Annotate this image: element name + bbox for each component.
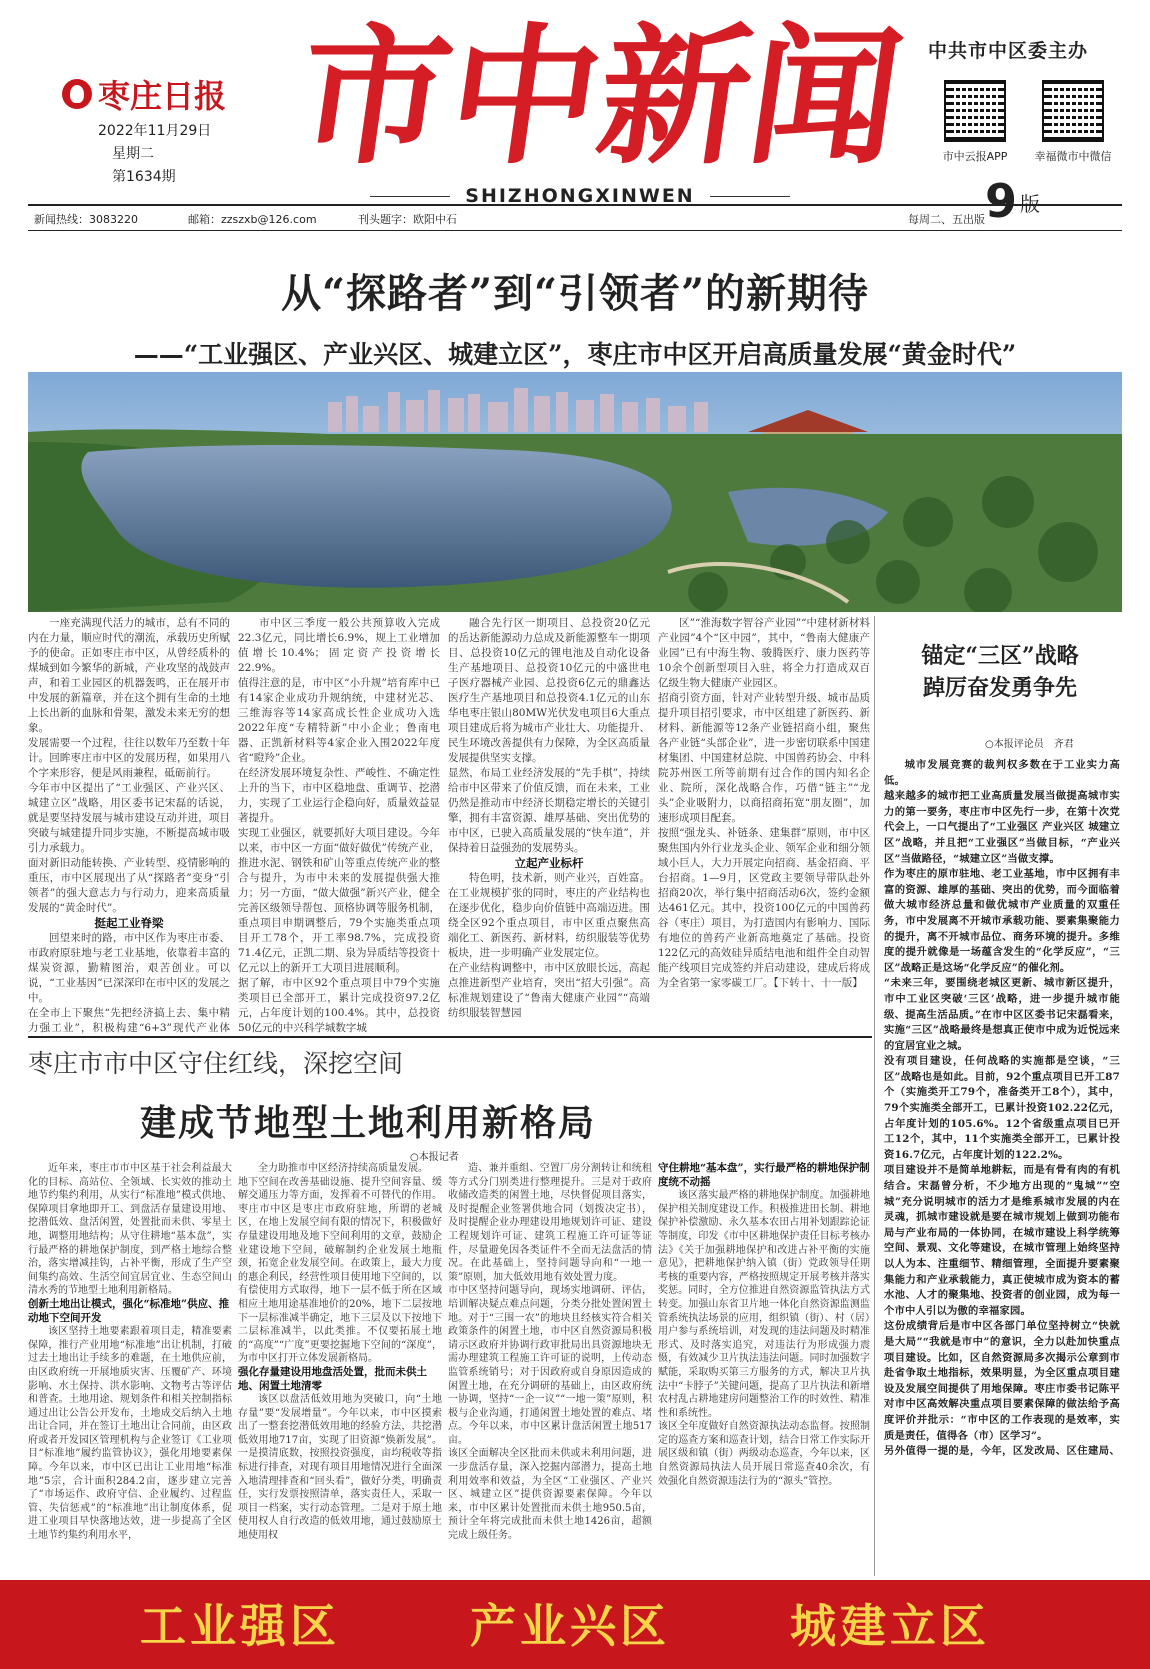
publish-schedule: 每周二、五出版 (908, 213, 985, 226)
logo-icon (62, 79, 92, 109)
lead-column-1b-text: 回望来时的路，市中区作为枣庄市委、市政府原驻地与老工业基地，依靠着丰富的煤炭资源，勤精图治，艰苦创业。可以说，“工业基因”已深深印在市中区的发展之中。 在全市上下聚焦“先把经济搞上去、集中精力强工业”，积极构建“6+3”现代产业体 (28, 932, 230, 1034)
qr-caption-app: 市中云报APP (942, 150, 1008, 163)
story2-column-2-text: 全力助推市中区经济持续高质量发展。 地下空间在改善基础设施、提升空间容量、缓解交通压力等方面，发挥着不可替代的作用。枣庄市中区是枣庄市政府驻地，所谓的老城区，在地上发展空间有限的情况下，积极做好存量建设用地及地下空间利用的文章，鼓励企业建设地下空间，破解制约企业发展土地瓶颈，拓宽企业发展空间。在政策上，最大力度的惠企利民，经营性项目使用地下空间的，以有偿使用方式取得，地下一层不低于所在区域相应土地用途基准地价的20%，地下二层按地下一层标准减半确定，地下三层及以下按地下二层标准减半，以此类推。不仅要拓展土地的“高度”“广度”更要挖掘地下空间的“深度”，为市中区打开立体发展新格局。 (238, 1163, 442, 1365)
commentary-title-line1: 锚定“三区”战略 (921, 643, 1079, 669)
column-divider (874, 616, 875, 1576)
qr-code-app-icon[interactable] (944, 80, 1006, 142)
story2-column-1 (28, 1162, 232, 1576)
lakeside-city-photo (28, 372, 1122, 612)
story2-column-2 (238, 1162, 442, 1576)
page-number: 9 (985, 174, 1018, 228)
lead-column-2-text: 市中区三季度一般公共预算收入完成22.3亿元，同比增长6.9%，规上工业增加值增长10.4%；固定资产投资增长22.9%。 值得注意的是，市中区“小升规”培育库中已有14家企业成功升规纳统，中建材光芯、三维海容等14家高成长性企业成功入选2022年度“专精特新”中小企业；鲁南电器、正凯新材料等4家企业入围2022年度省“瞪羚”企业。 在经济发展环境复杂性、严峻性、不确定性上升的当下，市中区稳地盘、重调节、挖潜力，实现了工业运行企稳向好，质量效益显著提升。 实现工业强区，就要抓好大项目建设。今年以来，市中区一方面“做好做优”传统产业，推进水泥、钢铁和矿山等重点传统产业的整合与提升，为市中未来的发展提供强大推力；另一方面，“做大做强”新兴产业，健全完善区级领导帮包、顶格协调等服务机制，重点项目申期调整后，79个实施类重点项目开工78个，开工率98.7%，完成投资71.4亿元，正凯二期、泉为异质结等投资十亿元以上的新开工大项目进展顺利。 据了解，市中区92个重点项目中79个实施类项目已全部开工，累计完成投资97.2亿元，占年度计划的100.4%。其中，总投资50亿元的中兴科学城数字城 (238, 617, 440, 1034)
story2-column-1-text: 近年来，枣庄市市中区基于社会利益最大化的目标、高站位、全领域、长实效的推动土地节约集约利用，从实行“标准地”模式供地、保障项目拿地即开工、到盘活存量建设用地、挖潜低效、盘活闲置，处置批而未供、零星土地，调整用地结构；从守住耕地“基本盘”，实行最严格的耕地保护制度，到严格土地综合整治，落实增减挂钩，占补平衡，形成了生产空间集约高效、生活空间宜居宜业、生态空间山清水秀的节地型土地利用新格局。 (28, 1163, 232, 1297)
lead-subhead-benchmark: 立起产业标杆 (514, 856, 584, 870)
issue-weekday: 星期二 (112, 146, 154, 162)
lead-headline: 从“探路者”到“引领者”的新期待 (280, 270, 870, 317)
issue-number: 第1634期 (112, 169, 176, 185)
slogan-sector: 产业兴区 (470, 1599, 670, 1653)
qr-caption-wechat: 幸福微市中微信 (1034, 150, 1112, 163)
hotline: 新闻热线：3083220 (34, 213, 138, 226)
paper-title-en: SHIZHONGXINWEN (380, 185, 780, 207)
story2-subhead-land: 创新土地出让模式，强化“标准地”供应、推动地下空间开发 (28, 1297, 230, 1324)
calligraphy-credit: 刊头题字：欧阳中石 (358, 213, 457, 226)
lead-column-2 (238, 616, 440, 1034)
email[interactable]: 邮箱：zzszxb@126.com (188, 213, 317, 226)
lead-photo (28, 372, 1122, 612)
slogan-industry: 工业强区 (140, 1599, 340, 1653)
commentary-text: 城市发展竞赛的裁判权多数在于工业实力高低。 越来越多的城市把工业高质量发展当做提高城市实力的第一要务，枣庄市中区先行一步，在第十次党代会上，一口气提出了“工业强区 产业兴区 城建立区”战略，并且把“工业强区”当做目标，“产业兴区”当做路径，“城建立区”当做支撑。 作为枣庄的原市驻地、老工业基地，市中区拥有丰富的资源、雄厚的基础、突出的优势，而今面临着做大城市经济总量和做优城市产业质量的双重任务，市中发展离不开城市承载功能、要素集聚能力的提升，离不开城市品位、商务环境的提升。多维度的提升就像是一场蕴含发生的“化学反应”，“三区”战略正是这场“化学反应”的催化剂。 “未来三年，要围绕老城区更新、城市新区提升，市中工业区突破‘三区’战略，进一步提升城市能级、提高生活品质。”在市中区区委书记宋磊看来，实施“三区”战略最终是想真正使市中成为近悦远来的宜居宜业之城。 没有项目建设，任何战略的实施都是空谈，“三区”战略也是如此。目前，92个重点项目已开工87个（实施类开工79个，准备类开工8个），其中，79个实施类全部开工，已累计投资102.22亿元，占年度计划的105.6%。12个省级重点项目已开工12个，其中，11个实施类全部开工，已累计投资16.7亿元，占年度计划的122.2%。 项目建设并不是简单地耕耘，而是有骨有肉的有机结合。宋磊曾分析，不少地方出现的“鬼城”“空城”充分说明城市的活力才是维系城市发展的内在灵魂，抓城市建设就是要在城市规划上做到功能布局与产业布局的一体协同，在城市建设上科学统筹空间、景观、文化等建设，在城市管理上始终坚持以人为本、注重细节、精细管理，全面提升要素聚集能力和产业承载能力，真正使城市成为资本的蓄水池、人才的聚集地、投资者的创业园，成为每一个市中人引以为傲的幸福家园。 这份成绩背后是市中区各部门单位坚持树立“快就是大局”“我就是市中”的意识，全力以赴加快重点项目建设。比如，区自然资源局多次揭示公章到市赴省争取土地指标，效果明显，为全区重点项目建设及发展空间提供了用地保障。枣庄市委书记陈平对市中区高效解决重点项目要素保障的做法给予高度评价并批示：“市中区的工作表现的是效率，实质是责任，值得各（市）区学习”。 另外值得一提的是，今年，区发改局、区住建局、 (884, 759, 1120, 1458)
story2-column-3-text: 造、兼并重组、空置厂房分割转让和统租等方式分门别类进行整理提升。三是对于政府收储改造类的闲置土地，尽快督促项目落实，及时提醒企业签署供地合同（划拨决定书），及时提醒企业办理建设用地规划许可证、建设工程规划许可证、建筑工程施工许可证等证件，尽量避免因各类证件不全而无法盘活的情况。在此基础上，坚持问题导向和“一地一策”原则，加大低效用地有效处置力度。 市中区坚持问题导向，现场实地调研、评估，培训解决疑点难点问题，分类分批处置闲置土地。对于“三围一农”的地块且经核实符合相关政策条件的闲置土地，市中区自然资源局积极请示区政府并协调行政审批局出具资源地块无需办理建筑工程施工许可证的说明，上传动态监管系统销号；对于因政府或自身原因造成的闲置土地，在充分调研的基础上，由区政府统一协调，坚持“一企一议”“一地一策”原则，积极与企业沟通，打通闲置土地处置的难点、堵点。今年以来，市中区累计盘活闲置土地517亩。 该区全面解决全区批而未供或未利用问题，进一步盘活存量，深入挖掘内部潜力，提高土地利用效率和效益，为全区“工业强区、产业兴区、城建立区”提供资源要素保障。今年以来，市中区累计处置批而未供土地950.5亩，预计全年将完成批而未供土地1426亩，超额完成上级任务。 (448, 1163, 652, 1542)
story2-column-1b-text: 该区坚持土地要素跟着项目走，精准要素保障，推行产业用地“标准地”出让机制，打破过去土地出让手续多的难题，在土地供应前，由区政府统一开展地质灾害、压覆矿产、环境影响、水土保持、洪水影响、文物考古等评估和普查。土地用途、规划条件和相关控制指标通过出让公告公开发布，土地成交后纳入土地出让合同，并在签订土地出让合同前，由区政府或者开发园区管理机构与企业签订《工业项目“标准地”履约监管协议》，强化用地要素保障。今年以来，市中区已出让工业用地“标准地”5宗，合计面积284.2亩，逐步建立完善了“市场运作、政府守信、企业履约、过程监管、失信惩戒”的“标准地”出让制度体系，促进工业项目早快落地达效，进一步提高了全区土地节约集约利用水平， (28, 1326, 232, 1542)
issue-date: 2022年11月29日 (98, 123, 212, 139)
story2-column-2b-text: 该区以盘活低效用地为突破口，向“土地存量”要“发展增量”。今年以来，市中区摸索出了一整套挖潜低效用地的经验方法，共挖潜低效用地717亩，实现了旧资源“焕新发展”。一是摸清底数，按照投资强度，亩均税收等指标进行排查，对现有项目用地情况进行全面深入地清理排查和“回头看”，做好分类，明确责任，实行发票按照清单，落实责任人，采取一项目一档案，实行动态管理。二是对于原土地使用权人自行改造的低效用地，通过鼓励原土地使用权 (238, 1394, 442, 1542)
commentary-author: ○本报评论员 齐君 (985, 739, 1074, 750)
lead-column-3b-text: 特色明，技术新，则产业兴，百姓富。在工业规模扩张的同时，枣庄的产业结构也在逐步优化，稳步向价值链中高端迈进。围绕全区92个重点项目，市中区重点聚焦高端化工、新医药、新材料，纺织服装等优势板块，进一步明确产业发展定位。 在产业结构调整中，市中区放眼长远，高起点推进新型产业培育，突出“招大引强”。高标准规划建设了“鲁南大健康产业园”“高端纺织服装智慧园 (448, 872, 650, 1019)
lead-subheadline: ——“工业强区、产业兴区、城建立区”，枣庄市中区开启高质量发展“黄金时代” (133, 340, 1017, 369)
slogan-city: 城建立区 (790, 1599, 990, 1653)
info-bar (28, 204, 1122, 231)
story2-column-4 (658, 1162, 870, 1576)
lead-subhead-industry: 挺起工业脊梁 (94, 916, 164, 930)
lead-column-4-text: 区”“淮海数字智谷产业园”“中建材新材料产业园”4个“区中园”，其中，“鲁南大健康产业园”已有中海生物、骏腾医疗、康力医药等10余个创新型项目入驻，将全力打造成双百亿级生物大健康产业园区。 招商引资方面，针对产业转型升级、城市品质提升项目招引要求，市中区组建了新医药、新材料、新能源等12条产业链招商小组，聚焦各产业链“头部企业”，进一步密切联系中国建材集团、中国建材总院、中国兽药协会、中科院苏州医工所等前期有过合作的国内知名企业、院所，深化战略合作，巧借“链主”“龙头”企业吸附力，以商招商拓宽“朋友圈”，加速形成项目配套。 按照“强龙头、补链条、建集群”原则，市中区聚焦国内外行业龙头企业、领军企业和细分领域小巨人，大力开展定向招商、基金招商、平台招商。1—9月，区党政主要领导带队赴外招商20次，举行集中招商活动6次，签约金额达461亿元。其中，投资100亿元的中国兽药谷（枣庄）项目，为打造国内有影响力、国际有地位的兽药产业新高地奠定了基础。投资122亿元的高效硅异质结电池和组件全自动智能产线项目完成签约并启动建设，建成后将成为全省第一家零碳工厂。【下转十、十一版】 (658, 617, 870, 989)
lead-column-3 (448, 616, 650, 1034)
newspaper-logo (62, 74, 242, 114)
commentary-title-line2: 踔厉奋发勇争先 (922, 675, 1077, 701)
story2-column-3 (448, 1162, 652, 1576)
story2-byline: ○本报记者 (410, 1152, 459, 1163)
story-divider (28, 1036, 872, 1038)
logo-text: 枣庄日报 (98, 77, 227, 115)
page-unit: 版 (1020, 192, 1040, 216)
lead-column-1 (28, 616, 230, 1034)
story2-headline: 建成节地型土地利用新格局 (140, 1102, 597, 1144)
paper-title: 市中新闻 (287, 9, 913, 185)
story2-kicker: 枣庄市市中区守住红线，深挖空间 (28, 1049, 404, 1078)
story2-subhead-stock: 强化存量建设用地盘活处置，批而未供土地、闲置土地清零 (238, 1365, 427, 1392)
story2-column-4-text: 该区落实最严格的耕地保护制度。加强耕地保护相关制度建设工作。积极推进田长制、耕地保护补偿激励、永久基本农田占用补划跟踪论证等制度，印发《市中区耕地保护责任目标考核办法》《关于加强耕地保护和改进占补平衡的实施意见》，把耕地保护纳入镇（街）党政领导任期考核的重要内容，严格按照规定开展考核并落实奖惩。同时，全方位推进自然资源监管执法方式转变。加强山东省卫片地一体化自然资源监测监管系统执法场景的应用，组织镇（街）、村（居）用户参与系统培训，对发现的违法问题及时精准形式、及时落实追究，对违法行为形成强力震慑，有效减少卫片执法违法问题。同时加强数字赋能，采取购买第三方服务的方式，解决卫片执法中“卡脖子”关键问题，提高了卫片执法和新增农村乱占耕地建房问题整治工作的时效性、精准性和系统性。 该区全年度做好自然资源执法动态监督。按照制定的巡查方案和巡查计划，结合日常工作实际开展区级和镇（街）两级动态巡查，今年以来，区自然资源局执法人员开展日常巡查40余次，有效强化自然资源违法行为的“源头”管控。 (658, 1190, 870, 1487)
qr-code-wechat-icon[interactable] (1042, 80, 1104, 142)
commentary-title (878, 640, 1122, 704)
lead-column-1-text: 一座充满现代活力的城市，总有不同的内在力量，顺应时代的潮流，承载历史所赋予的使命。正如枣庄市中区，从曾经质朴的煤城到如今繁华的新城，产业攻坚的战鼓声声，和着工业园区的机器轰鸣，正在展开市中发展的新篇章，并在这个拥有生命的土地上长出新的血脉和骨架，激发未来无穷的想象。 发展需要一个过程，往往以数年乃至数十年计。回眸枣庄市中区的发展历程，如果用八个字来形容，便是风雨兼程，砥砺前行。 今年市中区提出了“工业强区、产业兴区、城建立区”战略，用区委书记宋磊的话说，就是要坚持发展与城市建设互动并进，项目突破与城建提升同步实施，不断提高城市吸引力承载力。 面对新旧动能转换、产业转型、疫情影响的重压，市中区展现出了从“探路者”变身“引领者”的强大意志力与行动力，迎来高质量发展的“黄金时代”。 (28, 617, 230, 914)
sponsor: 中共市中区委主办 (928, 40, 1089, 62)
lead-column-4 (658, 616, 870, 1034)
story2-subhead-farmland: 守住耕地“基本盘”，实行最严格的耕地保护制度统不动摇 (658, 1162, 870, 1188)
lead-column-3-text: 融合先行区一期项目、总投资20亿元的岳达新能源动力总成及新能源整车一期项目、总投资10亿元的锂电池及自动化设备生产基地项目、总投资10亿元的中盛世电子医疗器械产业园、总投资6亿元的鼎鑫达医疗生产基地项目和总投资4.1亿元的山东华电枣庄银山80MW光伏发电项目6大重点项目建成后将为城市产业壮大、功能提升、民生环境改善提供有力保障，为全区高质量发展提供坚实支撑。 显然，布局工业经济发展的“先手棋”，持续给市中区带来了价值反馈，而在未来，工业仍然是推动市中经济长期稳定增长的关键引擎，拥有丰富资源、雄厚基础、突出优势的市中区，已驶入高质量发展的“快车道”，并保持着日益强劲的发展势头。 (448, 617, 650, 854)
